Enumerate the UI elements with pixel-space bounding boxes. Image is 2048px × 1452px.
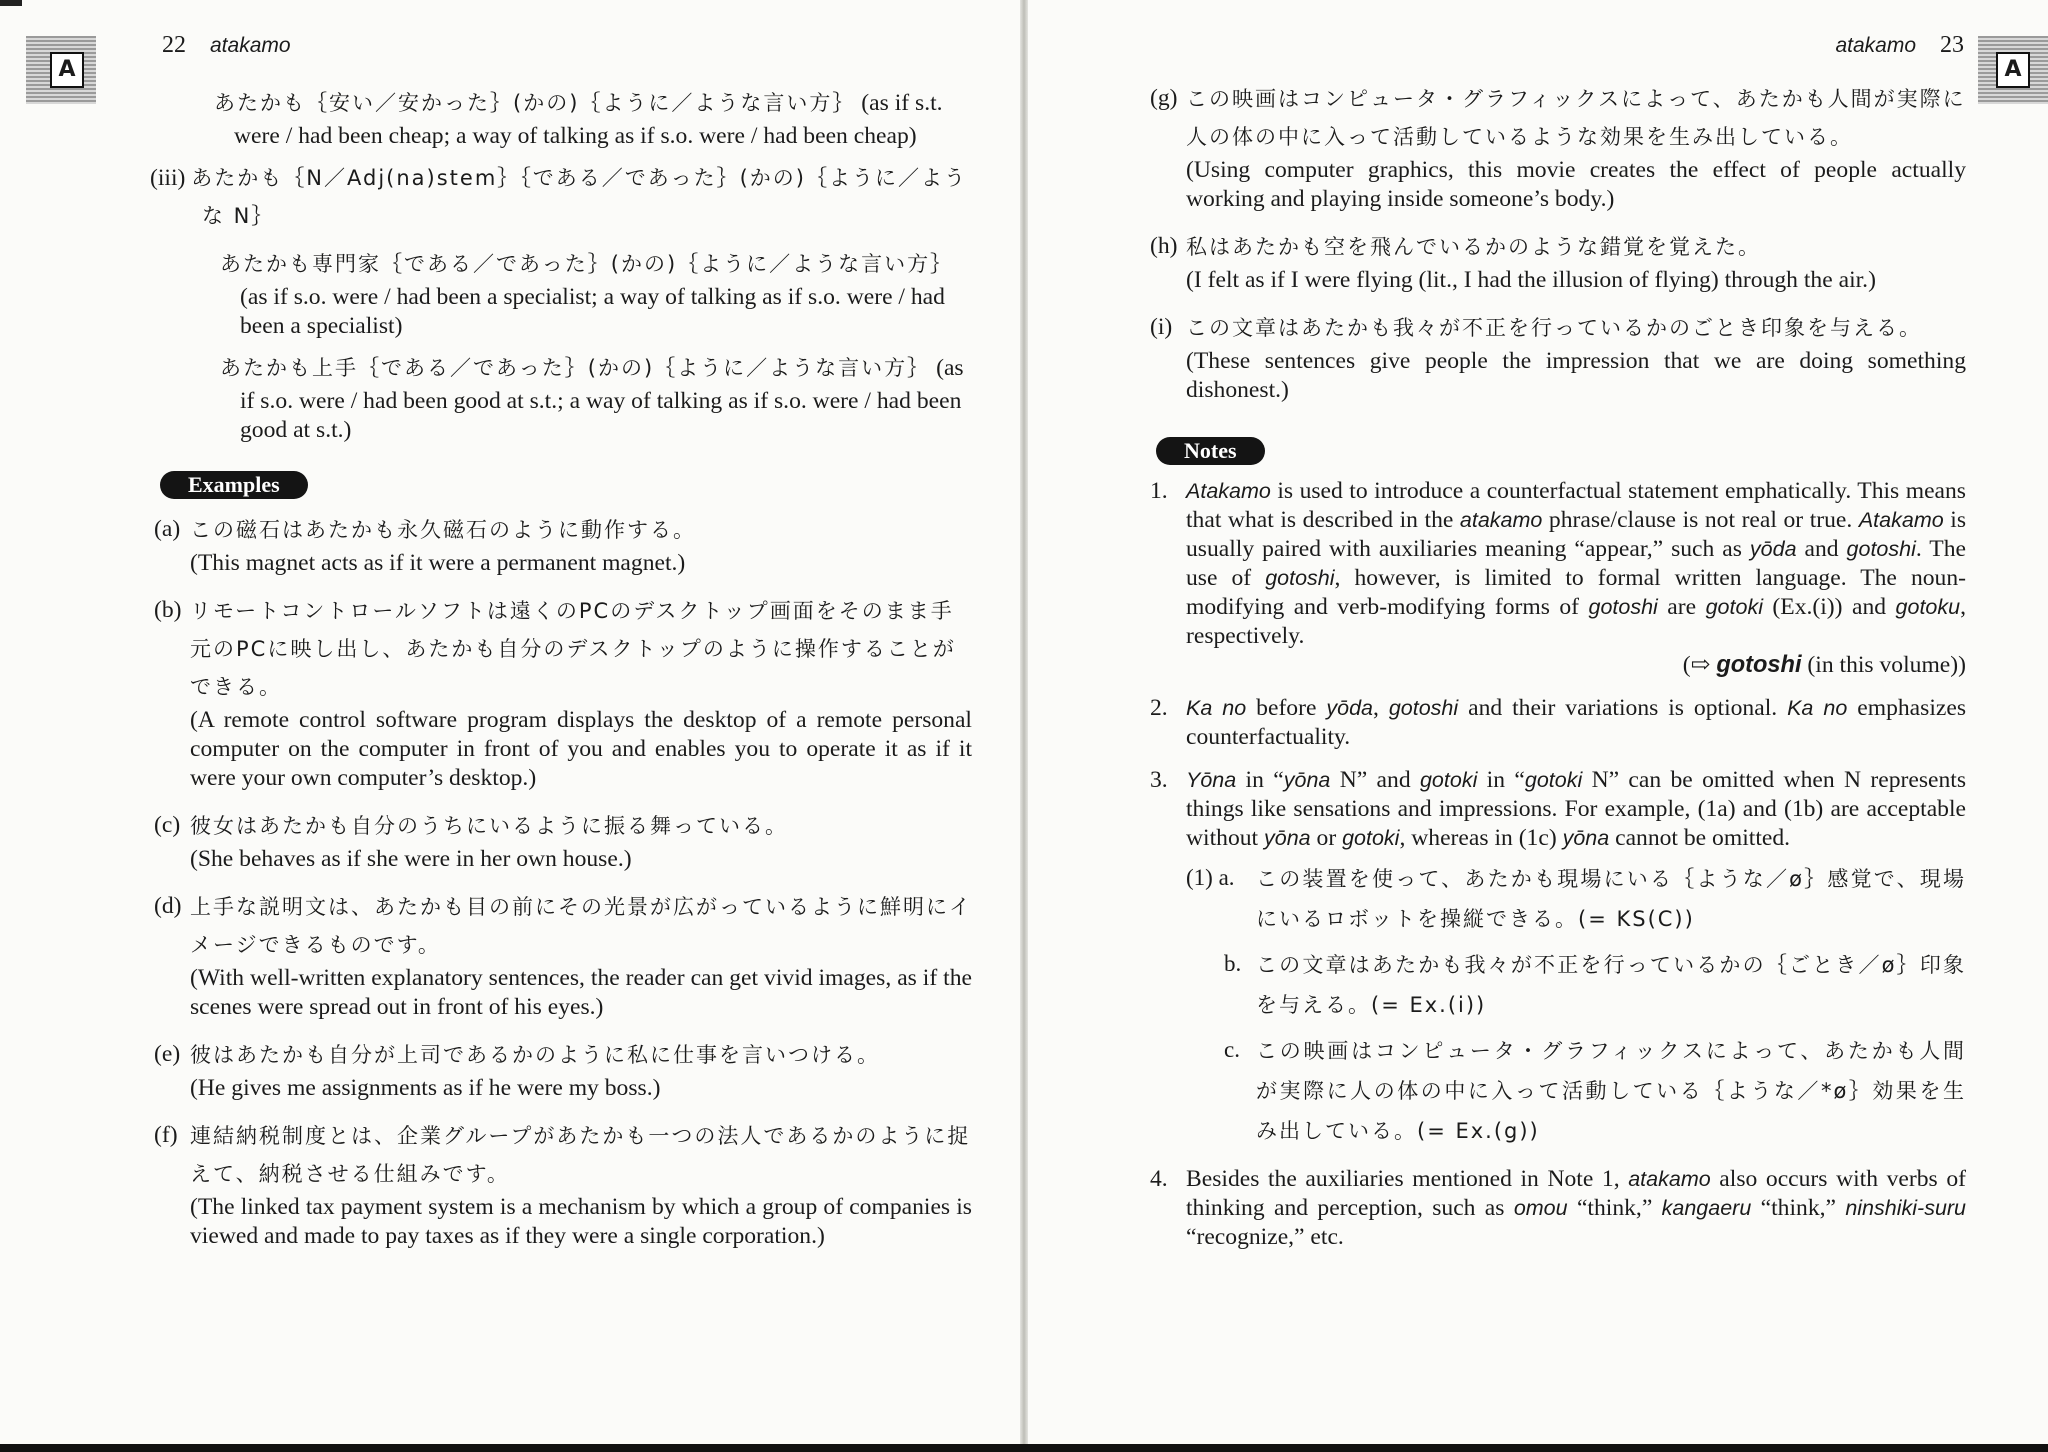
note-text: “recognize,” etc. — [1186, 1224, 1344, 1250]
cross-reference-link[interactable]: gotoshi — [1716, 652, 1802, 678]
example-en: (The linked tax payment system is a mechanism by which a group of companies is viewed and made to pay taxes as if they were a single corporation.) — [190, 1194, 972, 1249]
note-1 — [1146, 477, 1966, 680]
sub-example-label: b. — [1224, 951, 1242, 976]
tab-letter-left: A — [50, 52, 84, 88]
pattern-iii-example-1 — [156, 245, 972, 341]
right-body — [1146, 80, 1966, 1266]
note-text: in “ — [1477, 767, 1525, 793]
example-jp: 私はあたかも空を飛んでいるかのような錯覚を覚えた。 — [1186, 235, 1761, 259]
example-jp: この磁石はあたかも永久磁石のように動作する。 — [190, 518, 696, 542]
term: yōda — [1749, 537, 1797, 561]
sub-example-label: c. — [1224, 1037, 1240, 1062]
note-text: (Ex.(i)) and — [1762, 594, 1896, 620]
note-4 — [1146, 1165, 1966, 1252]
note-text: N” and — [1330, 767, 1420, 793]
example-b — [150, 592, 972, 793]
note-text: , however, is limited to formal written language. The noun-modifying and verb-modifying forms of — [1186, 565, 1966, 620]
note-text: is usually paired with auxiliaries meaning “appear,” such as — [1186, 507, 1966, 562]
pattern-ii-example — [150, 84, 972, 151]
note-text: , — [1372, 695, 1389, 721]
note-number: 3. — [1150, 767, 1168, 793]
note-3 — [1146, 766, 1966, 1151]
example-g — [1146, 80, 1966, 214]
term: kangaeru — [1661, 1196, 1752, 1220]
note-number: 1. — [1150, 478, 1168, 504]
example-a — [150, 511, 972, 578]
note-text: in “ — [1236, 767, 1284, 793]
example-jp: 彼はあたかも自分が上司であるかのように私に仕事を言いつける。 — [190, 1043, 880, 1067]
example-label: (f) — [154, 1122, 178, 1148]
example-en: (Using computer graphics, this movie creates the effect of people actually working and playing inside someone’s body.) — [1186, 157, 1966, 212]
example-c — [150, 807, 972, 874]
ref-open: (⇨ — [1682, 652, 1717, 678]
example-jp: リモートコントロールソフトは遠くのPCのデスクトップ画面をそのまま手元のPCに映し出し、あたかも自分のデスクトップのように操作することができる。 — [190, 599, 956, 699]
note-text: and — [1796, 536, 1847, 562]
sub-example-jp: この装置を使って、あたかも現場にいる｛ような／ø｝感覚で、現場にいるロボットを操縦できる。(= KS(C)) — [1256, 867, 1966, 931]
example-en: (This magnet acts as if it were a permanent magnet.) — [190, 550, 686, 576]
page-bottom-edge — [0, 1444, 2048, 1452]
example-en: (A remote control software program displays the desktop of a remote personal computer on the computer in front of you and enables you to operate it as if it were your own computer’s desktop.) — [190, 707, 972, 791]
note-text: before — [1246, 695, 1327, 721]
term: gotoki — [1705, 595, 1763, 619]
pattern-iii-example-2 — [156, 349, 972, 445]
term: omou — [1513, 1196, 1568, 1220]
term: Ka no — [1787, 696, 1848, 720]
term: gotoshi — [1846, 537, 1916, 561]
note-text: or — [1310, 825, 1343, 851]
note-number: 2. — [1150, 695, 1168, 721]
example-i — [1146, 309, 1966, 405]
example-label: (d) — [154, 893, 182, 919]
example-en: (He gives me assignments as if he were my boss.) — [190, 1075, 661, 1101]
pattern-iii-ex2-en: (as if s.o. were / had been good at s.t.; a way of talking as if s.o. were / had been good at s.t.) — [240, 355, 964, 443]
term: gotoku — [1895, 595, 1961, 619]
term: yōna — [1283, 768, 1331, 792]
term: atakamo — [1459, 508, 1543, 532]
term: yōna — [1264, 826, 1311, 850]
note-text: , respectively. — [1186, 594, 1966, 649]
note-text: “think,” — [1751, 1195, 1846, 1221]
term: Ka no — [1186, 696, 1247, 720]
term: yōda — [1326, 696, 1373, 720]
left-header — [162, 32, 291, 59]
example-jp: この映画はコンピュータ・グラフィックスによって、あたかも人間が実際に人の体の中に入って活動しているような効果を生み出している。 — [1186, 87, 1966, 149]
pattern-iii-label: (iii) — [150, 165, 186, 191]
example-en: (With well-written explanatory sentences, the reader can get vivid images, as if the scenes were spread out in front of his eyes.) — [190, 965, 972, 1020]
term: gotoki — [1419, 768, 1478, 792]
note-text: . The use of — [1186, 536, 1966, 591]
example-f — [150, 1117, 972, 1251]
term: gotoki — [1342, 826, 1400, 850]
term: atakamo — [1628, 1167, 1711, 1191]
running-head-right: atakamo — [1835, 34, 1916, 57]
example-en: (I felt as if I were flying (lit., I had the illusion of flying) through the air.) — [1186, 267, 1876, 293]
example-en: (These sentences give people the impression that we are doing something dishonest.) — [1186, 348, 1966, 403]
pattern-iii — [150, 159, 972, 235]
running-head-left: atakamo — [210, 34, 291, 57]
page-number-left: 22 — [162, 32, 186, 58]
term: gotoshi — [1388, 696, 1459, 720]
example-jp: この文章はあたかも我々が不正を行っているかのごとき印象を与える。 — [1186, 316, 1922, 340]
example-label: (g) — [1150, 85, 1178, 111]
example-label: (b) — [154, 597, 182, 623]
tab-letter-right: A — [1996, 52, 2030, 88]
note-text: are — [1657, 594, 1706, 620]
term: ninshiki-suru — [1845, 1196, 1967, 1220]
pattern-ii-example-jp: あたかも｛安い／安かった｝(かの)｛ように／ような言い方｝ — [214, 91, 856, 115]
note-2 — [1146, 694, 1966, 752]
term: Yōna — [1186, 768, 1237, 792]
sub-example-jp: この文章はあたかも我々が不正を行っているかの｛ごとき／ø｝印象を与える。(= Ex.(i)) — [1256, 953, 1966, 1017]
note-text: “think,” — [1567, 1195, 1662, 1221]
page-number-right: 23 — [1940, 32, 1964, 58]
ref-close: (in this volume)) — [1801, 652, 1966, 678]
note-text: Besides the auxiliaries mentioned in Note 1, — [1186, 1166, 1629, 1192]
sub-example-jp: この映画はコンピュータ・グラフィックスによって、あたかも人間が実際に人の体の中に入って活動している｛ような／*ø｝効果を生み出している。(= Ex.(g)) — [1256, 1039, 1966, 1143]
example-label: (h) — [1150, 233, 1178, 259]
note-text: is used to introduce a counterfactual statement emphatically. This means that what is described in the — [1186, 478, 1966, 533]
sub-example-1a — [1186, 859, 1966, 939]
sub-example-1c — [1186, 1031, 1966, 1151]
example-label: (c) — [154, 812, 181, 838]
cross-reference — [1186, 651, 1966, 680]
note-text: emphasizes counterfactuality. — [1186, 695, 1967, 750]
term: gotoki — [1524, 768, 1583, 792]
note-text: phrase/clause is not real or true. — [1542, 507, 1859, 533]
term: gotoshi — [1265, 566, 1335, 590]
example-label: (i) — [1150, 314, 1173, 340]
note-text: cannot be omitted. — [1609, 825, 1791, 851]
right-page — [1024, 0, 2048, 1452]
example-label: (e) — [154, 1041, 181, 1067]
note-text: N” can be omitted when N represents things like sensations and impressions. For example, (1a) and (1b) are acceptable without — [1186, 767, 1967, 851]
note-text: , whereas in (1c) — [1399, 825, 1563, 851]
example-jp: 連結納税制度とは、企業グループがあたかも一つの法人であるかのように捉えて、納税させる仕組みです。 — [190, 1124, 971, 1186]
note-text: and their variations is optional. — [1458, 695, 1788, 721]
example-jp: 彼女はあたかも自分のうちにいるように振る舞っている。 — [190, 814, 788, 838]
sub-example-1b — [1186, 945, 1966, 1025]
example-jp: 上手な説明文は、あたかも目の前にその光景が広がっているように鮮明にイメージできるものです。 — [190, 895, 972, 957]
term: Atakamo — [1186, 479, 1271, 503]
right-header — [1835, 32, 1964, 59]
note-text: also occurs with verbs of thinking and perception, such as — [1186, 1166, 1966, 1221]
term: Atakamo — [1858, 508, 1944, 532]
example-e — [150, 1036, 972, 1103]
left-body — [150, 84, 972, 1265]
pattern-ii-example-en: (as if s.t. were / had been cheap; a way of talking as if s.o. were / had been cheap) — [234, 90, 943, 149]
example-h — [1146, 228, 1966, 295]
example-en: (She behaves as if she were in her own house.) — [190, 846, 632, 872]
pattern-iii-ex1-jp: あたかも専門家｛である／であった｝(かの)｛ように／ような言い方｝ — [220, 252, 954, 276]
pattern-iii-jp: あたかも｛N／Adj(na)stem｝｛である／であった｝(かの)｛ように／ような N｝ — [191, 166, 967, 228]
example-label: (a) — [154, 516, 181, 542]
example-d — [150, 888, 972, 1022]
thumb-tab-left — [26, 36, 96, 104]
pattern-iii-ex1-en: (as if s.o. were / had been a specialist; a way of talking as if s.o. were / had been a specialist) — [240, 284, 945, 339]
term: yōna — [1562, 826, 1610, 850]
notes-heading: Notes — [1156, 437, 1265, 465]
sub-example-label: (1) a. — [1186, 865, 1235, 890]
pattern-iii-ex2-jp: あたかも上手｛である／であった｝(かの)｛ように／ような言い方｝ — [220, 356, 931, 380]
examples-heading: Examples — [160, 471, 308, 499]
term: gotoshi — [1588, 595, 1658, 619]
note-number: 4. — [1150, 1166, 1168, 1192]
thumb-tab-right — [1978, 36, 2048, 104]
